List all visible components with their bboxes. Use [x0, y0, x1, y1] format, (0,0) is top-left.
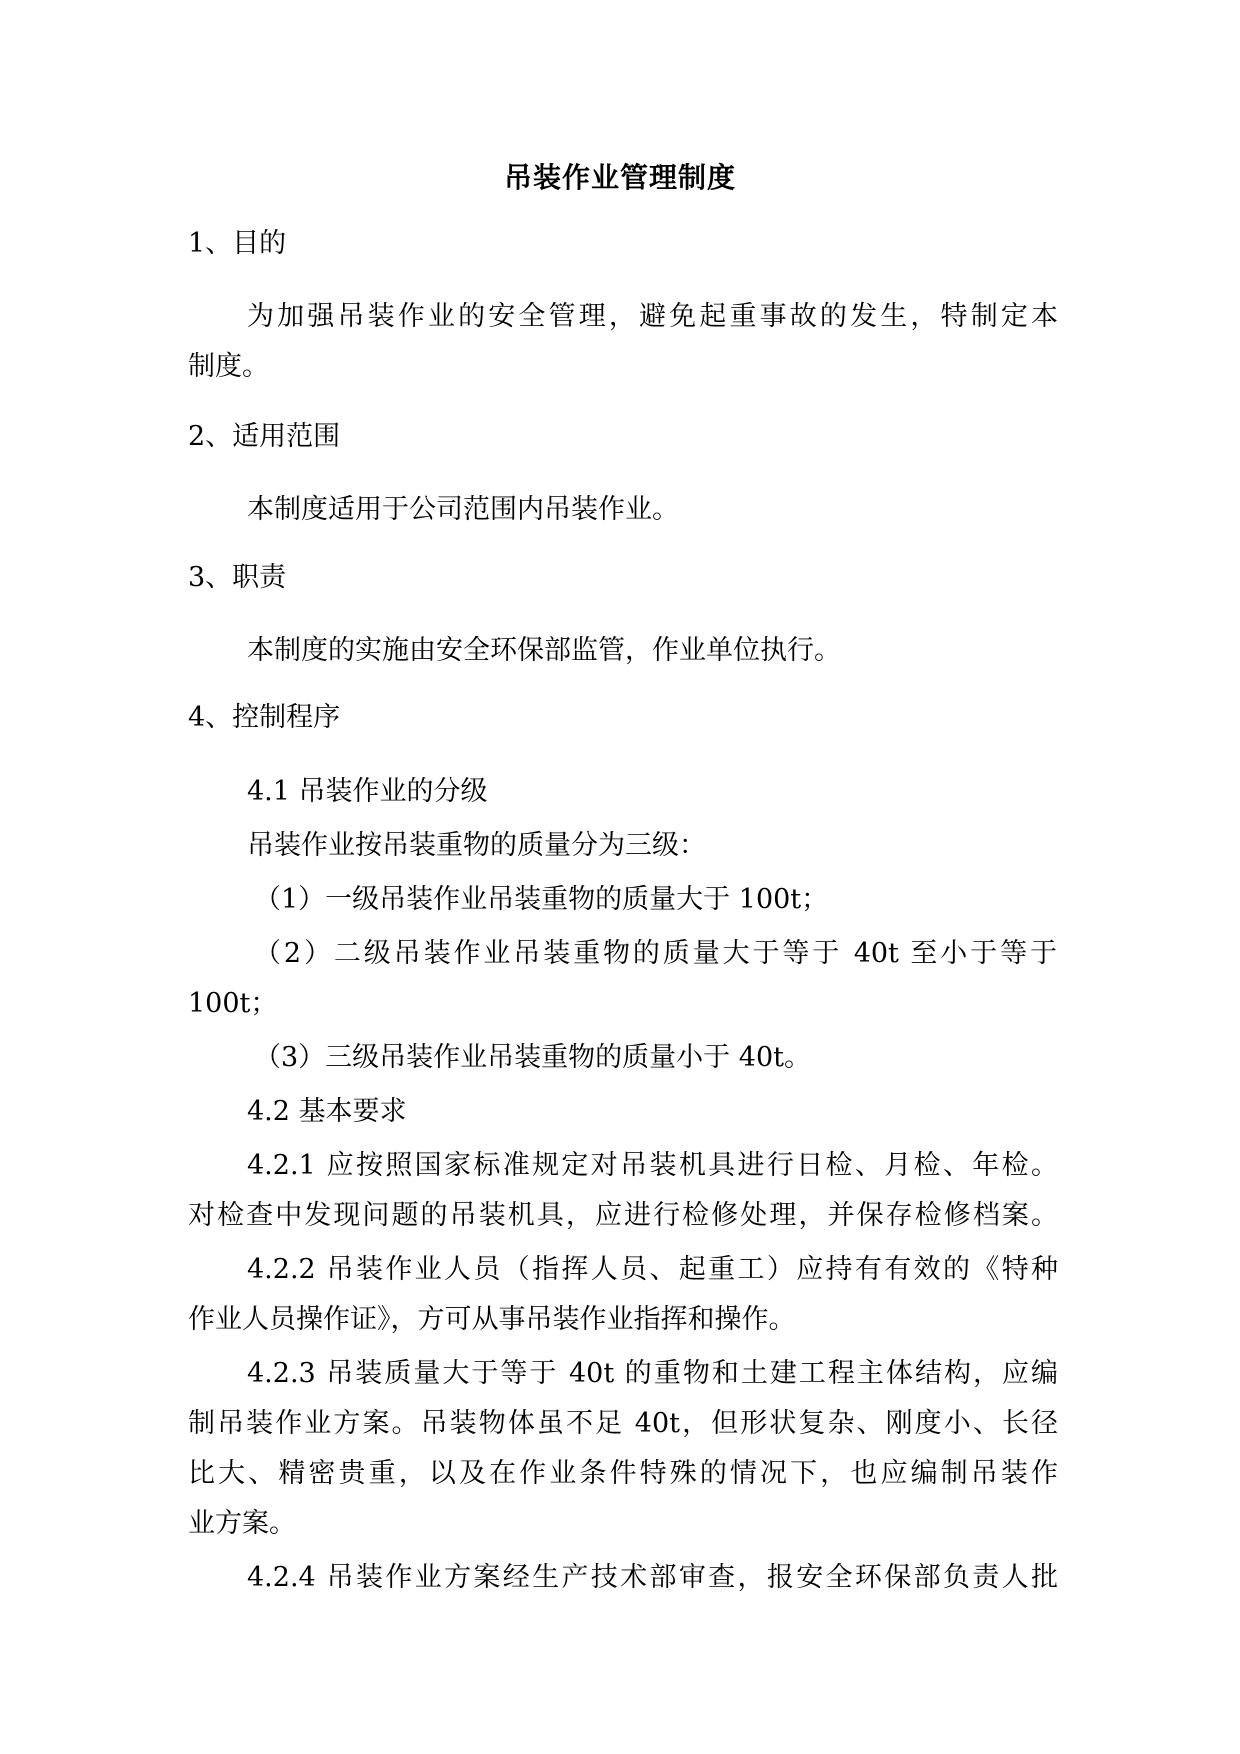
list-item-level-2-line-1: （2）二级吊装作业吊装重物的质量大于等于 40t 至小于等于	[254, 938, 1057, 969]
paragraph-responsibility: 本制度的实施由安全环保部监管，作业单位执行。	[247, 635, 841, 666]
section-heading-responsibility: 3、职责	[188, 562, 287, 593]
requirement-4-2-3-line-2: 制吊装作业方案。吊装物体虽不足 40t，但形状复杂、刚度小、长径	[188, 1408, 1058, 1439]
requirement-4-2-2-line-1: 4.2.2 吊装作业人员（指挥人员、起重工）应持有有效的《特种	[247, 1254, 1058, 1285]
requirement-4-2-3-line-4: 业方案。	[188, 1508, 296, 1539]
paragraph-classification-intro: 吊装作业按吊装重物的质量分为三级：	[247, 830, 706, 861]
list-item-level-2-line-2: 100t；	[188, 988, 278, 1019]
paragraph-purpose-line-2: 制度。	[188, 351, 269, 382]
requirement-4-2-1-line-1: 4.2.1 应按照国家标准规定对吊装机具进行日检、月检、年检。	[247, 1150, 1058, 1181]
requirement-4-2-1-line-2: 对检查中发现问题的吊装机具，应进行检修处理，并保存检修档案。	[188, 1200, 1058, 1231]
requirement-4-2-3-line-3: 比大、精密贵重，以及在作业条件特殊的情况下，也应编制吊装作	[188, 1458, 1058, 1489]
list-item-level-3: （3）三级吊装作业吊装重物的质量小于 40t。	[254, 1042, 811, 1073]
document-title: 吊装作业管理制度	[503, 161, 736, 194]
subsection-heading-4-2: 4.2 基本要求	[247, 1096, 407, 1127]
list-item-level-1: （1）一级吊装作业吊装重物的质量大于 100t；	[254, 884, 829, 915]
requirement-4-2-4-line-1: 4.2.4 吊装作业方案经生产技术部审查，报安全环保部负责人批	[247, 1562, 1058, 1593]
requirement-4-2-2-line-2: 作业人员操作证》，方可从事吊装作业指挥和操作。	[188, 1304, 796, 1335]
section-heading-control-procedure: 4、控制程序	[188, 702, 341, 733]
subsection-heading-4-1: 4.1 吊装作业的分级	[247, 776, 488, 807]
section-heading-purpose: 1、目的	[188, 228, 287, 259]
requirement-4-2-3-line-1: 4.2.3 吊装质量大于等于 40t 的重物和土建工程主体结构，应编	[247, 1358, 1058, 1389]
paragraph-purpose-line-1: 为加强吊装作业的安全管理，避免起重事故的发生，特制定本	[247, 301, 1058, 332]
section-heading-scope: 2、适用范围	[188, 421, 341, 452]
paragraph-scope: 本制度适用于公司范围内吊装作业。	[247, 494, 679, 525]
